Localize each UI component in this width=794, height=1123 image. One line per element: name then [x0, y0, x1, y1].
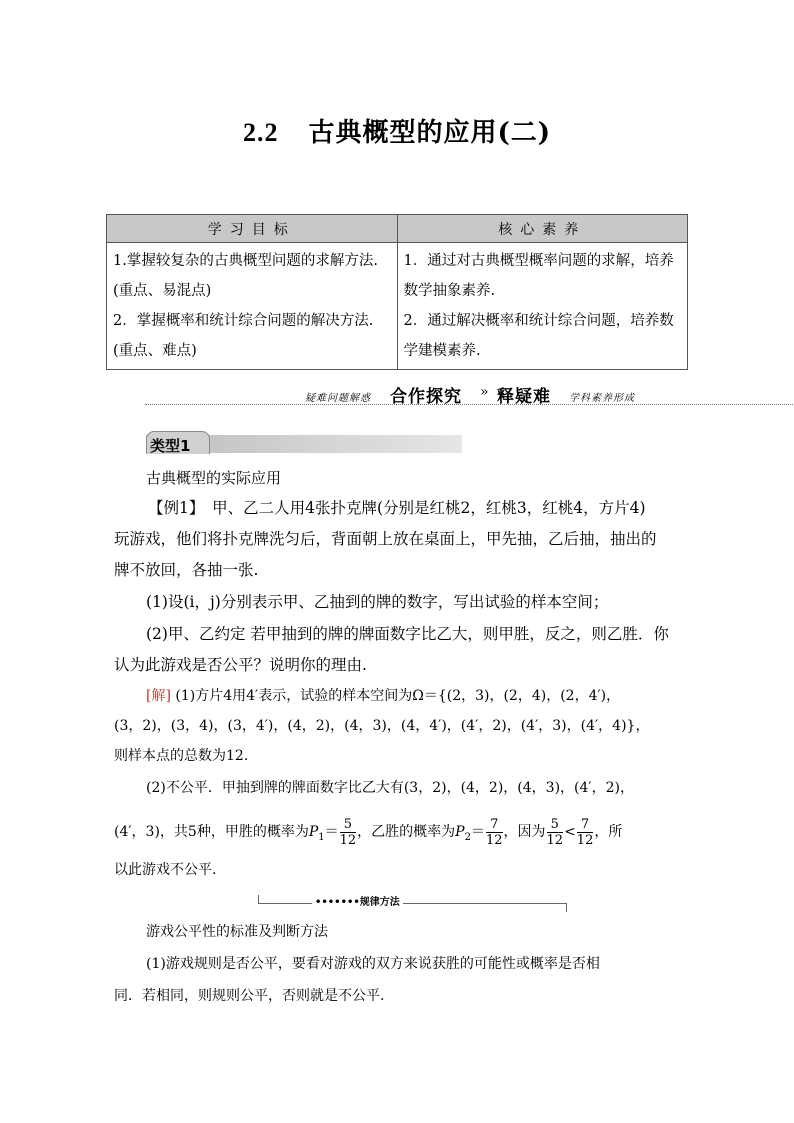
example-line-2: 玩游戏，他们将扑克牌洗匀后，背面朝上放在桌面上，甲先抽，乙后抽，抽出的	[114, 530, 657, 548]
question-2a: (2)甲、乙约定 若甲抽到的牌的牌面数字比乙大，则甲胜，反之，则乙胜．你	[146, 625, 669, 643]
example-line-1: 【例1】 甲、乙二人用4张扑克牌(分别是红桃2，红桃3，红桃4，方片4)	[148, 499, 646, 517]
method-divider-tick-right	[566, 903, 567, 912]
solution-line-6: 以此游戏不公平.	[114, 862, 217, 878]
fraction-compare-left: $\frac{5}{12}$	[546, 816, 564, 848]
core-literacy-cell	[397, 243, 688, 370]
solution-line-3: 则样本点的总数为12.	[114, 748, 249, 764]
method-label: •••••••规律方法	[312, 893, 403, 908]
banner-main-text: 合作探究	[390, 387, 462, 407]
banner-right-text: 学科素养形成	[569, 393, 635, 404]
method-divider	[258, 903, 566, 904]
fraction-p2: $\frac{7}{12}$	[485, 816, 503, 848]
section-number: 2.2	[242, 118, 279, 147]
type-label: 类型1	[150, 437, 191, 455]
goal-2: 2．掌握概率和统计综合问题的解决方法.(重点、难点)	[113, 313, 374, 359]
banner-main-text-2: 释疑难	[497, 387, 551, 407]
section-banner	[145, 382, 794, 406]
banner-left-text: 疑难问题解惑	[305, 393, 371, 404]
section-title: 古典概型的应用(二)	[308, 118, 552, 148]
method-divider-tick-left	[258, 895, 259, 904]
page-title	[0, 112, 794, 149]
fraction-compare-right: $\frac{7}{12}$	[576, 816, 594, 848]
question-2b: 认为此游戏是否公平？说明你的理由.	[114, 656, 367, 674]
type-title: 古典概型的实际应用	[146, 469, 282, 487]
solution-label: [解]	[146, 688, 171, 704]
method-paragraph-1b: 同．若相同，则规则公平，否则就是不公平.	[114, 988, 385, 1004]
solution-line-5: (4′，3)，共5种，甲胜的概率为$P_1=$ $\frac{5}{12}$ ，乙胜的概率为$P_2=$ $\frac{7}{12}$ ，因为 $\frac{5}{12}$ < $\frac{7}{12}$ ，所	[114, 816, 623, 848]
header-core-literacy: 核心素养	[397, 215, 688, 243]
literacy-1: 1．通过对古典概型概率问题的求解，培养数学抽象素养.	[403, 253, 674, 299]
banner-arrow-icon: »	[480, 384, 489, 400]
literacy-2: 2．通过解决概率和统计综合问题，培养数学建模素养.	[403, 313, 674, 359]
method-paragraph-1a: (1)游戏规则是否公平，要看对游戏的双方来说获胜的可能性或概率是否相	[146, 956, 600, 972]
goal-1: 1.掌握较复杂的古典概型问题的求解方法.(重点、易混点)	[113, 253, 378, 299]
header-learning-goals: 学习目标	[107, 215, 398, 243]
example-line-3: 牌不放回，各抽一张.	[114, 561, 259, 579]
learning-goals-cell	[107, 243, 398, 370]
fraction-p1: $\frac{5}{12}$	[339, 816, 357, 848]
solution-line-2: (3，2)，(3，4)，(3，4′)，(4，2)，(4，3)，(4，4′)，(4′，2)，(4′，3)，(4′，4)}，	[114, 718, 650, 734]
solution-line-4: (2)不公平．甲抽到牌的牌面数字比乙大有(3，2)，(4，2)，(4，3)，(4′，2)，	[146, 780, 634, 796]
solution-line-1: [解] (1)方片4用4′表示，试验的样本空间为Ω＝{(2，3)，(2，4)，(2，4′)，	[146, 688, 621, 704]
objectives-table	[106, 214, 688, 370]
example-label: 【例1】	[148, 499, 197, 517]
question-1: (1)设(i，j)分别表示甲、乙抽到的牌的数字，写出试验的样本空间；	[146, 593, 609, 611]
method-title: 游戏公平性的标准及判断方法	[146, 924, 328, 940]
banner-divider	[145, 404, 794, 405]
